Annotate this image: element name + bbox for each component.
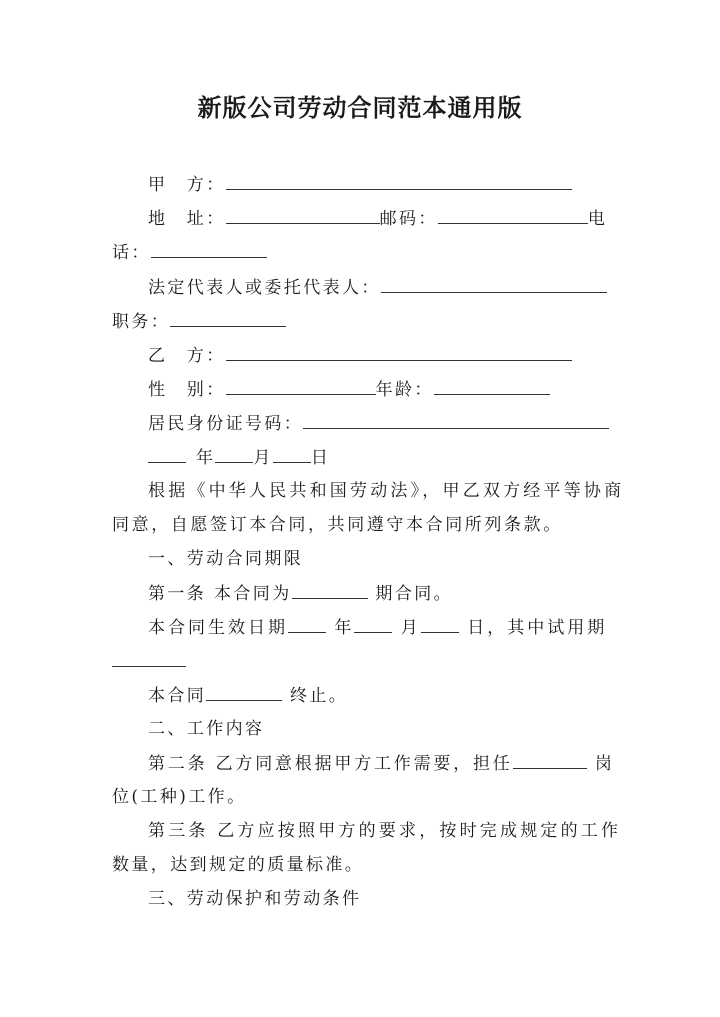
effective-prefix: 本合同生效日期 [148,618,288,638]
article1-suffix: 期合同。 [367,584,454,604]
legal-rep-line [148,275,607,299]
phone-blank[interactable] [151,240,267,258]
effective-day-blank[interactable] [421,615,459,633]
legal-rep-label: 法定代表人或委托代表人： [148,278,381,298]
address-line [148,206,607,230]
termination-suffix: 终止。 [282,686,349,706]
gender-line [148,377,550,401]
effective-month-label: 月 [392,618,421,638]
contract-term-blank[interactable] [292,581,368,599]
article3-line-1: 第三条 乙方应按照甲方的要求，按时完成规定的工作 [148,821,622,841]
age-label: 年龄： [375,380,434,400]
party-a-line [148,172,572,196]
effective-date-line [148,615,607,639]
gender-label: 性 别： [148,380,226,400]
termination-prefix: 本合同 [148,686,207,706]
effective-year-label: 年 [326,618,355,638]
article2-suffix: 岗 [586,754,615,774]
preamble-line-2: 同意，自愿签订本合同，共同遵守本合同所列条款。 [112,515,563,535]
date-year-blank[interactable] [148,445,186,463]
date-day-label: 日 [310,448,331,468]
article1-prefix: 第一条 本合同为 [148,584,292,604]
article2-prefix: 第二条 乙方同意根据甲方工作需要，担任 [148,754,513,774]
postcode-label: 邮码： [379,209,438,229]
party-a-blank[interactable] [226,172,572,190]
postcode-blank[interactable] [438,206,588,224]
date-line [148,445,330,469]
date-month-blank[interactable] [215,445,253,463]
article2-line-2: 位(工种)工作。 [112,787,247,807]
phone-label-part1: 电 [587,209,608,229]
id-label: 居民身份证号码： [148,414,304,434]
effective-month-blank[interactable] [354,615,392,633]
legal-rep-blank[interactable] [381,275,607,293]
party-b-label: 乙 方： [148,346,226,366]
article1-line [148,581,453,605]
id-line [148,411,609,435]
article3-line-2: 数量，达到规定的质量标准。 [112,855,365,875]
address-label: 地 址： [148,209,226,229]
probation-blank[interactable] [112,649,186,667]
phone-label-part2: 话： [112,243,151,263]
probation-line [112,649,186,673]
gender-blank[interactable] [226,377,376,395]
date-year-label: 年 [196,448,216,468]
effective-year-blank[interactable] [288,615,326,633]
termination-line [148,683,348,707]
date-month-label: 月 [253,448,273,468]
position-line [112,309,286,333]
document-title: 新版公司劳动合同范本通用版 [197,94,523,122]
age-blank[interactable] [434,377,550,395]
party-a-label: 甲 方： [148,175,226,195]
address-blank[interactable] [226,206,380,224]
termination-blank[interactable] [206,683,282,701]
effective-day-label: 日，其中试用期 [458,618,608,638]
party-b-line [148,343,572,367]
section1-heading: 一、劳动合同期限 [148,549,304,569]
date-day-blank[interactable] [273,445,311,463]
party-b-blank[interactable] [226,343,572,361]
section2-heading: 二、工作内容 [148,719,265,739]
preamble-line-1: 根据《中华人民共和国劳动法》，甲乙双方经平等协商 [148,481,625,501]
id-blank[interactable] [303,411,609,429]
section3-heading: 三、劳动保护和劳动条件 [148,889,362,909]
position-label: 职务： [112,312,171,332]
job-position-blank[interactable] [513,751,587,769]
phone-line [112,240,267,264]
article2-line-1 [148,751,615,775]
position-blank[interactable] [170,309,286,327]
